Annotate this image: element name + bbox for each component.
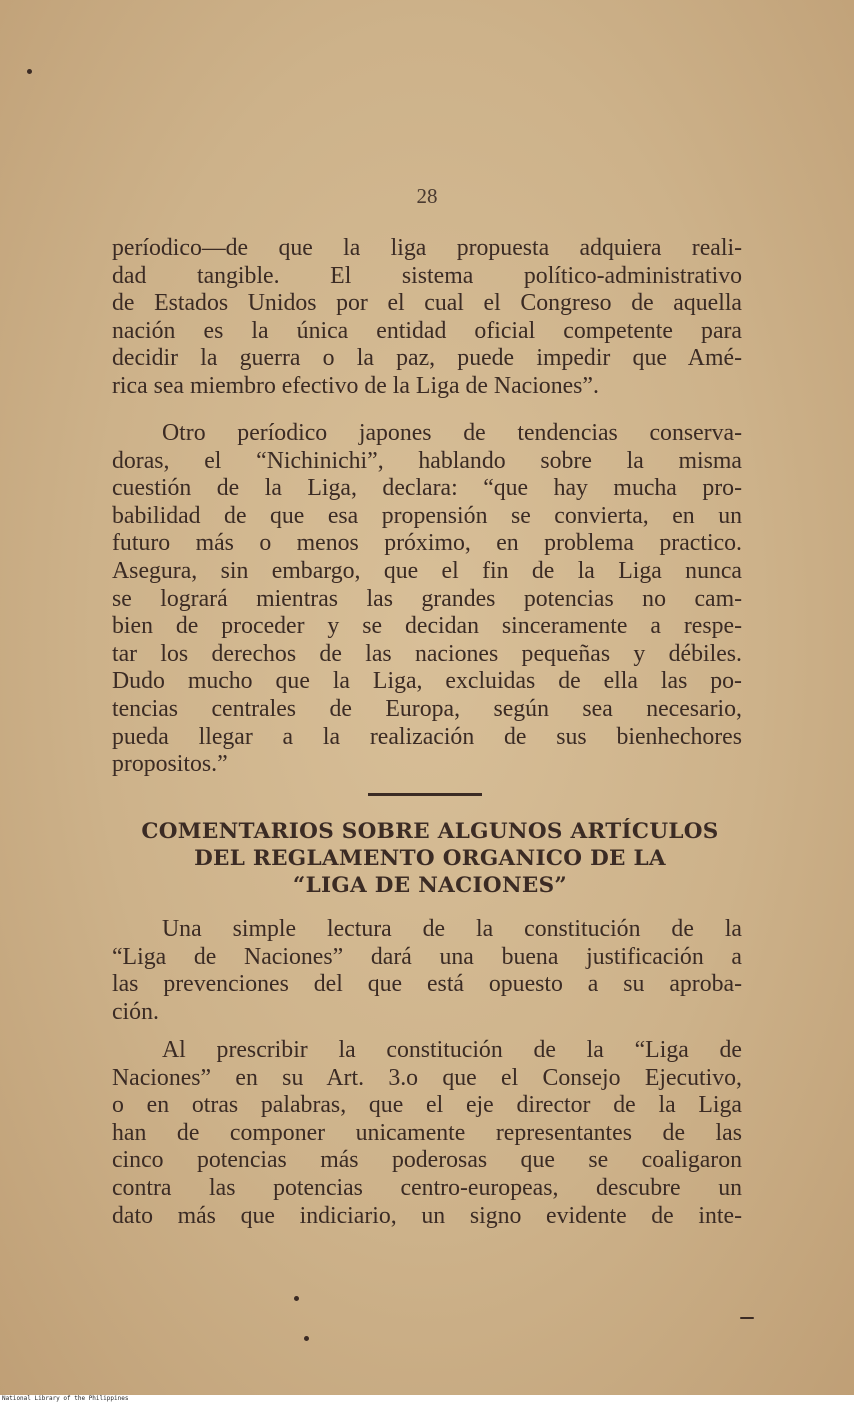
text-line: Otro períodico japones de tendencias conserva- [162,420,742,446]
text-line: bien de proceder y se decidan sinceramente a respe- [112,613,742,640]
text-line: cuestión de la Liga, declara: “que hay mucha pro- [112,475,742,502]
text-line: Una simple lectura de la constitución de la [162,916,742,942]
paragraph-nichinichi [112,420,742,779]
heading-line: DEL REGLAMENTO ORGANICO DE LA [194,846,666,871]
text-line: Naciones” en su Art. 3.o que el Consejo Ejecutivo, [112,1064,742,1091]
text-line: nación es la única entidad oficial competente para [112,317,742,344]
text-line: Dudo mucho que la Liga, excluidas de ella las po- [112,668,742,695]
paper-speck [304,1336,309,1341]
text-line: han de componer unicamente representantes de las [112,1119,742,1146]
text-line: contra las potencias centro-europeas, descubre un [112,1174,742,1201]
text-line: de Estados Unidos por el cual el Congreso de aquella [112,290,742,317]
page-number: 28 [416,184,438,208]
text-line: tar los derechos de las naciones pequeñas y débiles. [112,640,742,667]
text-line: babilidad de que esa propensión se convierta, en un [112,502,742,529]
heading-line: COMENTARIOS SOBRE ALGUNOS ARTÍCULOS [141,819,719,844]
text-line: se logrará mientras las grandes potencias no cam- [112,585,742,612]
text-line: Asegura, sin embargo, que el fin de la Liga nunca [112,557,742,584]
text-line: las prevenciones del que está opuesto a su aproba- [112,971,742,998]
text-line: futuro más o menos próximo, en problema practico. [112,530,742,557]
text-line: Al prescribir la constitución de la “Liga de [162,1037,742,1063]
text-line: rica sea miembro efectivo de la Liga de Naciones”. [112,372,599,399]
section-heading [100,818,760,899]
text-line: períodico—de que la liga propuesta adquiera reali- [112,235,742,261]
paper-speck [294,1296,299,1301]
paragraph-al-prescribir [112,1037,742,1230]
text-line: dato más que indiciario, un signo evidente de inte- [112,1202,742,1229]
section-divider [368,793,482,796]
paper-speck [740,1317,754,1319]
text-line: ción. [112,998,159,1025]
paper-speck [27,69,32,74]
text-line: tencias centrales de Europa, según sea necesario, [112,695,742,722]
text-line: doras, el “Nichinichi”, hablando sobre la misma [112,447,742,474]
paragraph-continuation [112,235,742,401]
text-line: o en otras palabras, que el eje director de la Liga [112,1092,742,1119]
library-credit: National Library of the Philippines [0,1395,854,1403]
text-line: dad tangible. El sistema político-administrativo [112,262,742,289]
text-line: pueda llegar a la realización de sus bienhechores [112,723,742,750]
text-line: “Liga de Naciones” dará una buena justificación a [112,943,742,970]
text-line: decidir la guerra o la paz, puede impedir que Amé- [112,345,742,372]
paragraph-simple-lectura [112,916,742,1026]
text-line: propositos.” [112,751,228,778]
heading-line: “LIGA DE NACIONES” [292,873,568,898]
text-line: cinco potencias más poderosas que se coaligaron [112,1147,742,1174]
